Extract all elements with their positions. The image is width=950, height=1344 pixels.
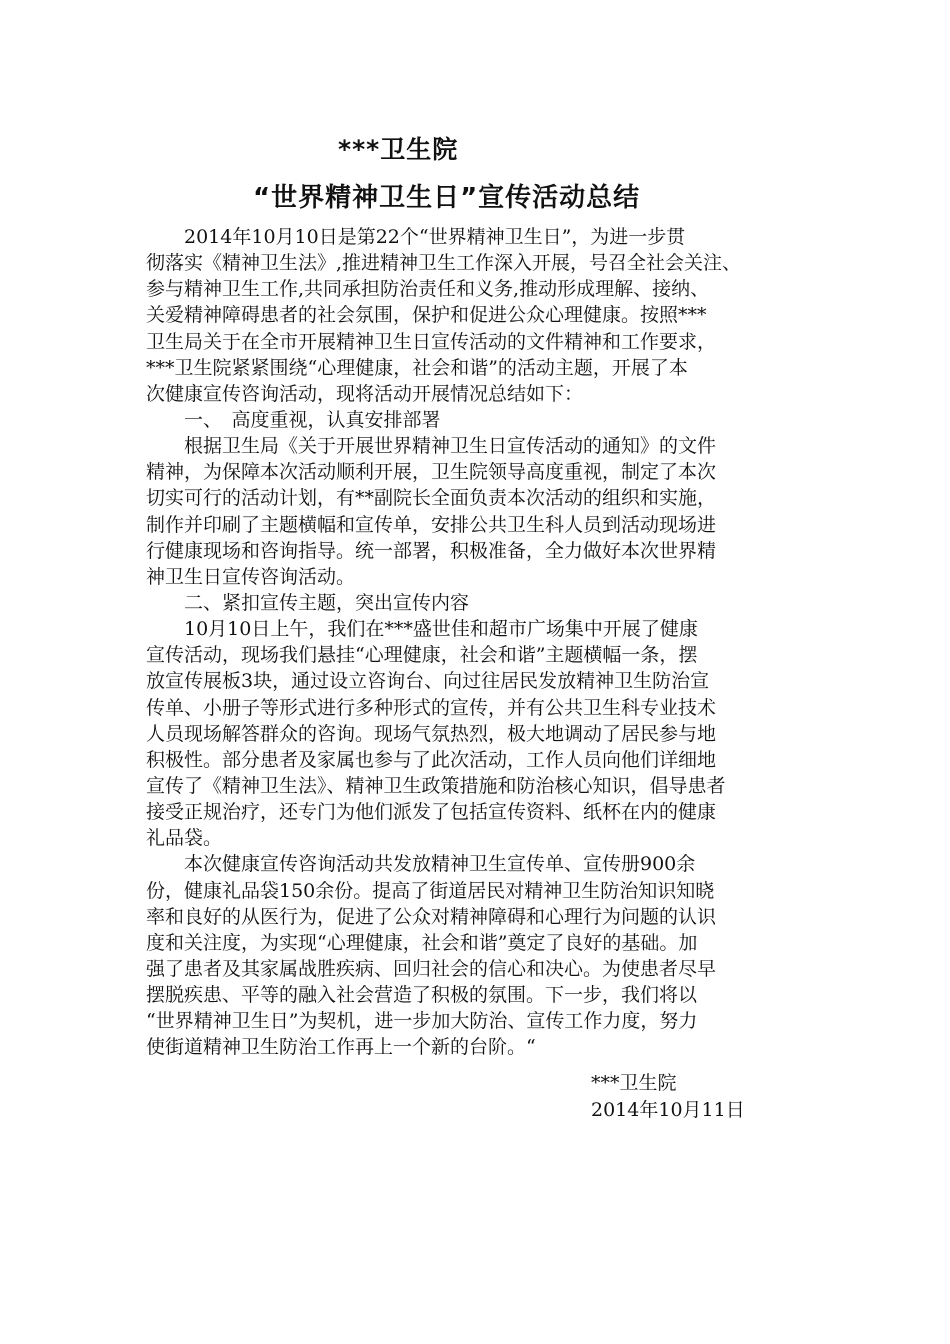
body-line: 根据卫生局《关于开展世界精神卫生日宣传活动的通知》的文件	[146, 435, 717, 458]
body-line: 率和良好的从医行为，促进了公众对精神障碍和心理行为问题的认识	[146, 905, 717, 928]
body-line: 次健康宣传咨询活动，现将活动开展情况总结如下：	[146, 382, 584, 405]
document-body	[146, 224, 812, 1061]
body-line: 精神，为保障本次活动顺利开展，卫生院领导高度重视，制定了本次	[146, 461, 717, 484]
body-line: 彻落实《精神卫生法》,推进精神卫生工作深入开展，号召全社会关注、	[146, 252, 742, 275]
signature-date: 2014年10月11日	[591, 1099, 745, 1121]
signature-block	[591, 1070, 811, 1124]
body-line: 强了患者及其家属战胜疾病、回归社会的信心和决心。为使患者尽早	[146, 957, 717, 980]
body-line: ***卫生院紧紧围绕“心理健康，社会和谐”的活动主题，开展了本	[146, 356, 688, 379]
body-line: “世界精神卫生日”为契机，进一步加大防治、宣传工作力度，努力	[146, 1010, 698, 1033]
body-line: 本次健康宣传咨询活动共发放精神卫生宣传单、宣传册900余	[146, 853, 696, 876]
body-line: 2014年10月10日是第22个“世界精神卫生日”，为进一步贯	[146, 226, 686, 248]
body-line: 切实可行的活动计划，有**副院长全面负责本次活动的组织和实施，	[146, 487, 717, 510]
body-line: 度和关注度，为实现“心理健康，社会和谐”奠定了良好的基础。加	[146, 931, 698, 954]
body-line: 10月10日上午，我们在***盛世佳和超市广场集中开展了健康	[146, 618, 698, 641]
body-line: 宣传了《精神卫生法》、精神卫生政策措施和防治核心知识，倡导患者	[146, 774, 726, 797]
body-line: 人员现场解答群众的咨询。现场气氛热烈，极大地调动了居民参与地	[146, 722, 717, 745]
body-line: 神卫生日宣传咨询活动。	[146, 565, 356, 588]
body-line: 行健康现场和咨询指导。统一部署，积极准备，全力做好本次世界精	[146, 539, 717, 562]
body-line: 放宣传展板3块，通过设立咨询台、向过往居民发放精神卫生防治宣	[146, 670, 710, 693]
org-title: ***卫生院	[338, 135, 459, 164]
body-line: 二、紧扣宣传主题，突出宣传内容	[146, 591, 470, 614]
body-line: 卫生局关于在全市开展精神卫生日宣传活动的文件精神和工作要求，	[146, 330, 717, 353]
body-line: 参与精神卫生工作,共同承担防治责任和义务,推动形成理解、接纳、	[146, 278, 710, 301]
body-line: 礼品袋。	[146, 827, 223, 850]
body-line: 一、 高度重视，认真安排部署	[146, 408, 441, 431]
body-line: 接受正规治疗，还专门为他们派发了包括宣传资料、纸杯在内的健康	[146, 801, 717, 824]
document-title: “世界精神卫生日”宣传活动总结	[253, 183, 641, 213]
signature-org: ***卫生院	[591, 1072, 677, 1094]
body-line: 关爱精神障碍患者的社会氛围，保护和促进公众心理健康。按照***	[146, 304, 707, 327]
body-line: 积极性。部分患者及家属也参与了此次活动，工作人员向他们详细地	[146, 748, 717, 771]
body-line: 使街道精神卫生防治工作再上一个新的台阶。“	[146, 1036, 536, 1059]
body-line: 摆脱疾患、平等的融入社会营造了积极的氛围。下一步，我们将以	[146, 984, 698, 1007]
body-line: 份，健康礼品袋150余份。提高了街道居民对精神卫生防治知识知晓	[146, 879, 715, 902]
body-line: 传单、小册子等形式进行多种形式的宣传，并有公共卫生科专业技术	[146, 696, 717, 719]
body-line: 制作并印刷了主题横幅和宣传单，安排公共卫生科人员到活动现场进	[146, 513, 717, 536]
body-line: 宣传活动，现场我们悬挂“心理健康，社会和谐”主题横幅一条，摆	[146, 644, 698, 667]
